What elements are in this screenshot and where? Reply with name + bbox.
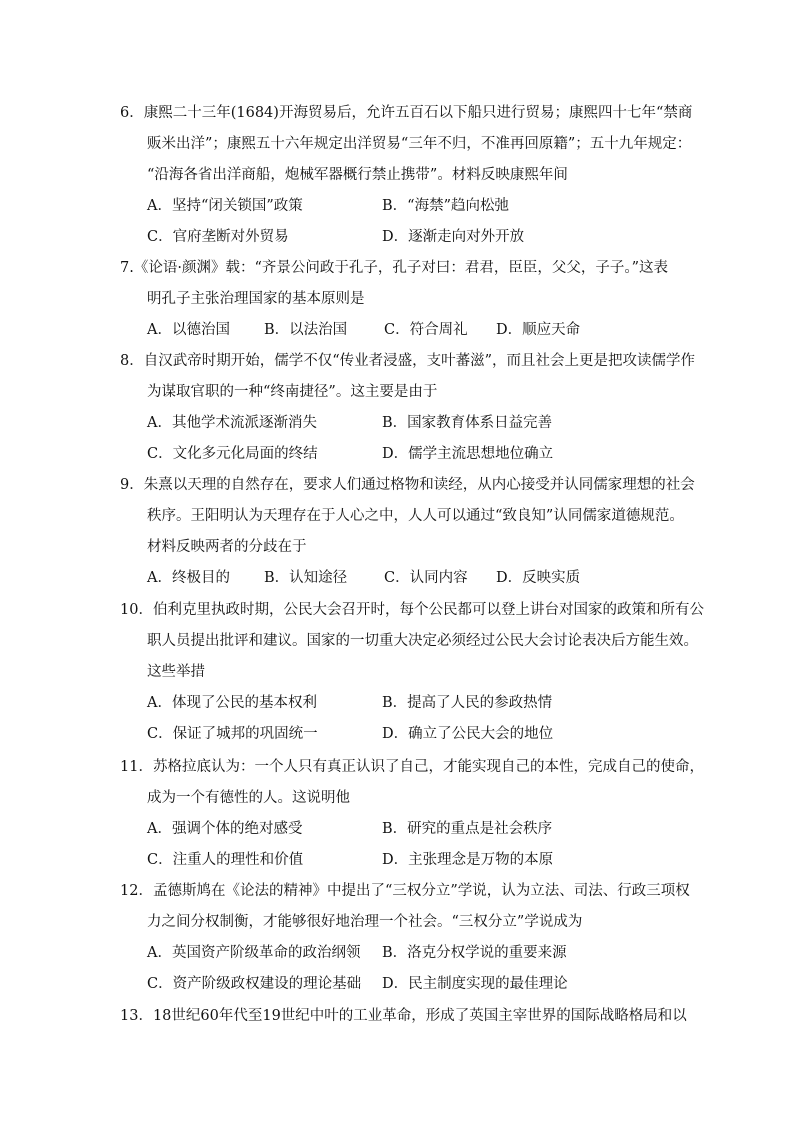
- option-c[interactable]: C．符合周礼: [384, 322, 468, 338]
- question-8: [120, 346, 696, 470]
- option-d[interactable]: D．主张理念是万物的本原: [382, 852, 554, 868]
- option-a[interactable]: A．坚持“闭关锁国”政策: [147, 198, 303, 214]
- option-a[interactable]: A．以德治国: [147, 322, 230, 338]
- option-a[interactable]: A．强调个体的绝对感受: [147, 821, 303, 837]
- stem-line: “沿海各省出洋商船，炮械军器概行禁止携带”。材料反映康熙年间: [147, 167, 568, 183]
- question-9: [120, 470, 695, 594]
- option-b[interactable]: B．以法治国: [264, 322, 348, 338]
- option-b[interactable]: B．“海禁”趋向松弛: [382, 198, 509, 214]
- option-d[interactable]: D．儒学主流思想地位确立: [382, 446, 554, 462]
- stem-line: 12．孟德斯鸠在《论法的精神》中提出了“三权分立”学说，认为立法、司法、行政三项权: [120, 883, 690, 899]
- option-d[interactable]: D．逐渐走向对外开放: [382, 229, 525, 245]
- stem-line: 6．康熙二十三年(1684)开海贸易后，允许五百石以下船只进行贸易；康熙四十七年“禁商: [120, 105, 693, 121]
- question-stem: [120, 1001, 687, 1032]
- option-a[interactable]: A．英国资产阶级革命的政治纲领: [147, 945, 361, 961]
- option-d[interactable]: D．民主制度实现的最佳理论: [382, 976, 568, 992]
- options: [147, 408, 680, 470]
- question-stem: [120, 346, 696, 408]
- stem-line: 11．苏格拉底认为：一个人只有真正认识了自己，才能实现自己的本性，完成自己的使命，: [120, 759, 704, 775]
- question-stem: [120, 876, 690, 938]
- option-b[interactable]: B．研究的重点是社会秩序: [382, 821, 553, 837]
- option-c[interactable]: C．保证了城邦的巩固统一: [147, 726, 318, 742]
- stem-line: 为谋取官职的一种“终南捷径”。这主要是由于: [147, 384, 438, 400]
- question-7: [120, 253, 680, 346]
- stem-line: 职人员提出批评和建议。国家的一切重大决定必须经过公民大会讨论表决后方能生效。: [147, 633, 698, 649]
- question-10: [120, 595, 704, 750]
- option-c[interactable]: C．资产阶级政权建设的理论基础: [147, 976, 362, 992]
- options: [147, 938, 680, 1000]
- question-stem: [120, 98, 693, 191]
- option-d[interactable]: D．确立了公民大会的地位: [382, 726, 554, 742]
- question-12: [120, 876, 690, 1000]
- stem-line: 明孔子主张治理国家的基本原则是: [147, 291, 365, 307]
- stem-line: 13．18世纪60年代至19世纪中叶的工业革命，形成了英国主宰世界的国际战略格局和以: [120, 1008, 687, 1024]
- option-b[interactable]: B．洛克分权学说的重要来源: [382, 945, 567, 961]
- option-c[interactable]: C．注重人的理性和价值: [147, 852, 304, 868]
- question-stem: [120, 253, 680, 315]
- option-d[interactable]: D．反映实质: [496, 570, 581, 586]
- stem-line: 材料反映两者的分歧在于: [147, 539, 307, 555]
- question-stem: [120, 470, 695, 563]
- question-stem: [120, 595, 704, 688]
- options: [147, 563, 680, 594]
- question-stem: [120, 752, 704, 814]
- option-b[interactable]: B．认知途径: [264, 570, 348, 586]
- option-d[interactable]: D．顺应天命: [496, 322, 581, 338]
- stem-line: 秩序。王阳明认为天理存在于人心之中，人人可以通过“致良知”认同儒家道德规范。: [147, 508, 684, 524]
- options: [147, 315, 680, 346]
- stem-line: 这些举措: [147, 664, 205, 680]
- options: [147, 688, 680, 750]
- stem-line: 力之间分权制衡，才能够很好地治理一个社会。“三权分立”学说成为: [147, 914, 583, 930]
- option-a[interactable]: A．终极目的: [147, 570, 230, 586]
- question-13: [120, 1001, 687, 1032]
- stem-line: 7.《论语·颜渊》载：“齐景公问政于孔子，孔子对曰：君君，臣臣，父父，子子。”这表: [120, 260, 669, 276]
- option-c[interactable]: C．文化多元化局面的终结: [147, 446, 318, 462]
- option-c[interactable]: C．官府垄断对外贸易: [147, 229, 289, 245]
- options: [147, 814, 680, 876]
- question-6: [120, 98, 693, 253]
- options: [147, 191, 680, 253]
- question-11: [120, 752, 704, 876]
- stem-line: 8．自汉武帝时期开始，儒学不仅“传业者浸盛，支叶蕃滋”，而且社会上更是把攻读儒学作: [120, 353, 696, 369]
- stem-line: 成为一个有德性的人。这说明他: [147, 790, 350, 806]
- stem-line: 10．伯利克里执政时期，公民大会召开时，每个公民都可以登上讲台对国家的政策和所有公: [120, 602, 704, 618]
- option-a[interactable]: A．体现了公民的基本权利: [147, 695, 317, 711]
- option-b[interactable]: B．提高了人民的参政热情: [382, 695, 553, 711]
- option-c[interactable]: C．认同内容: [384, 570, 468, 586]
- stem-line: 9．朱熹以天理的自然存在，要求人们通过格物和读经，从内心接受并认同儒家理想的社会: [120, 477, 695, 493]
- option-b[interactable]: B．国家教育体系日益完善: [382, 415, 553, 431]
- option-a[interactable]: A．其他学术流派逐渐消失: [147, 415, 317, 431]
- stem-line: 贩米出洋”；康熙五十六年规定出洋贸易“三年不归，不准再回原籍”；五十九年规定：: [147, 136, 692, 152]
